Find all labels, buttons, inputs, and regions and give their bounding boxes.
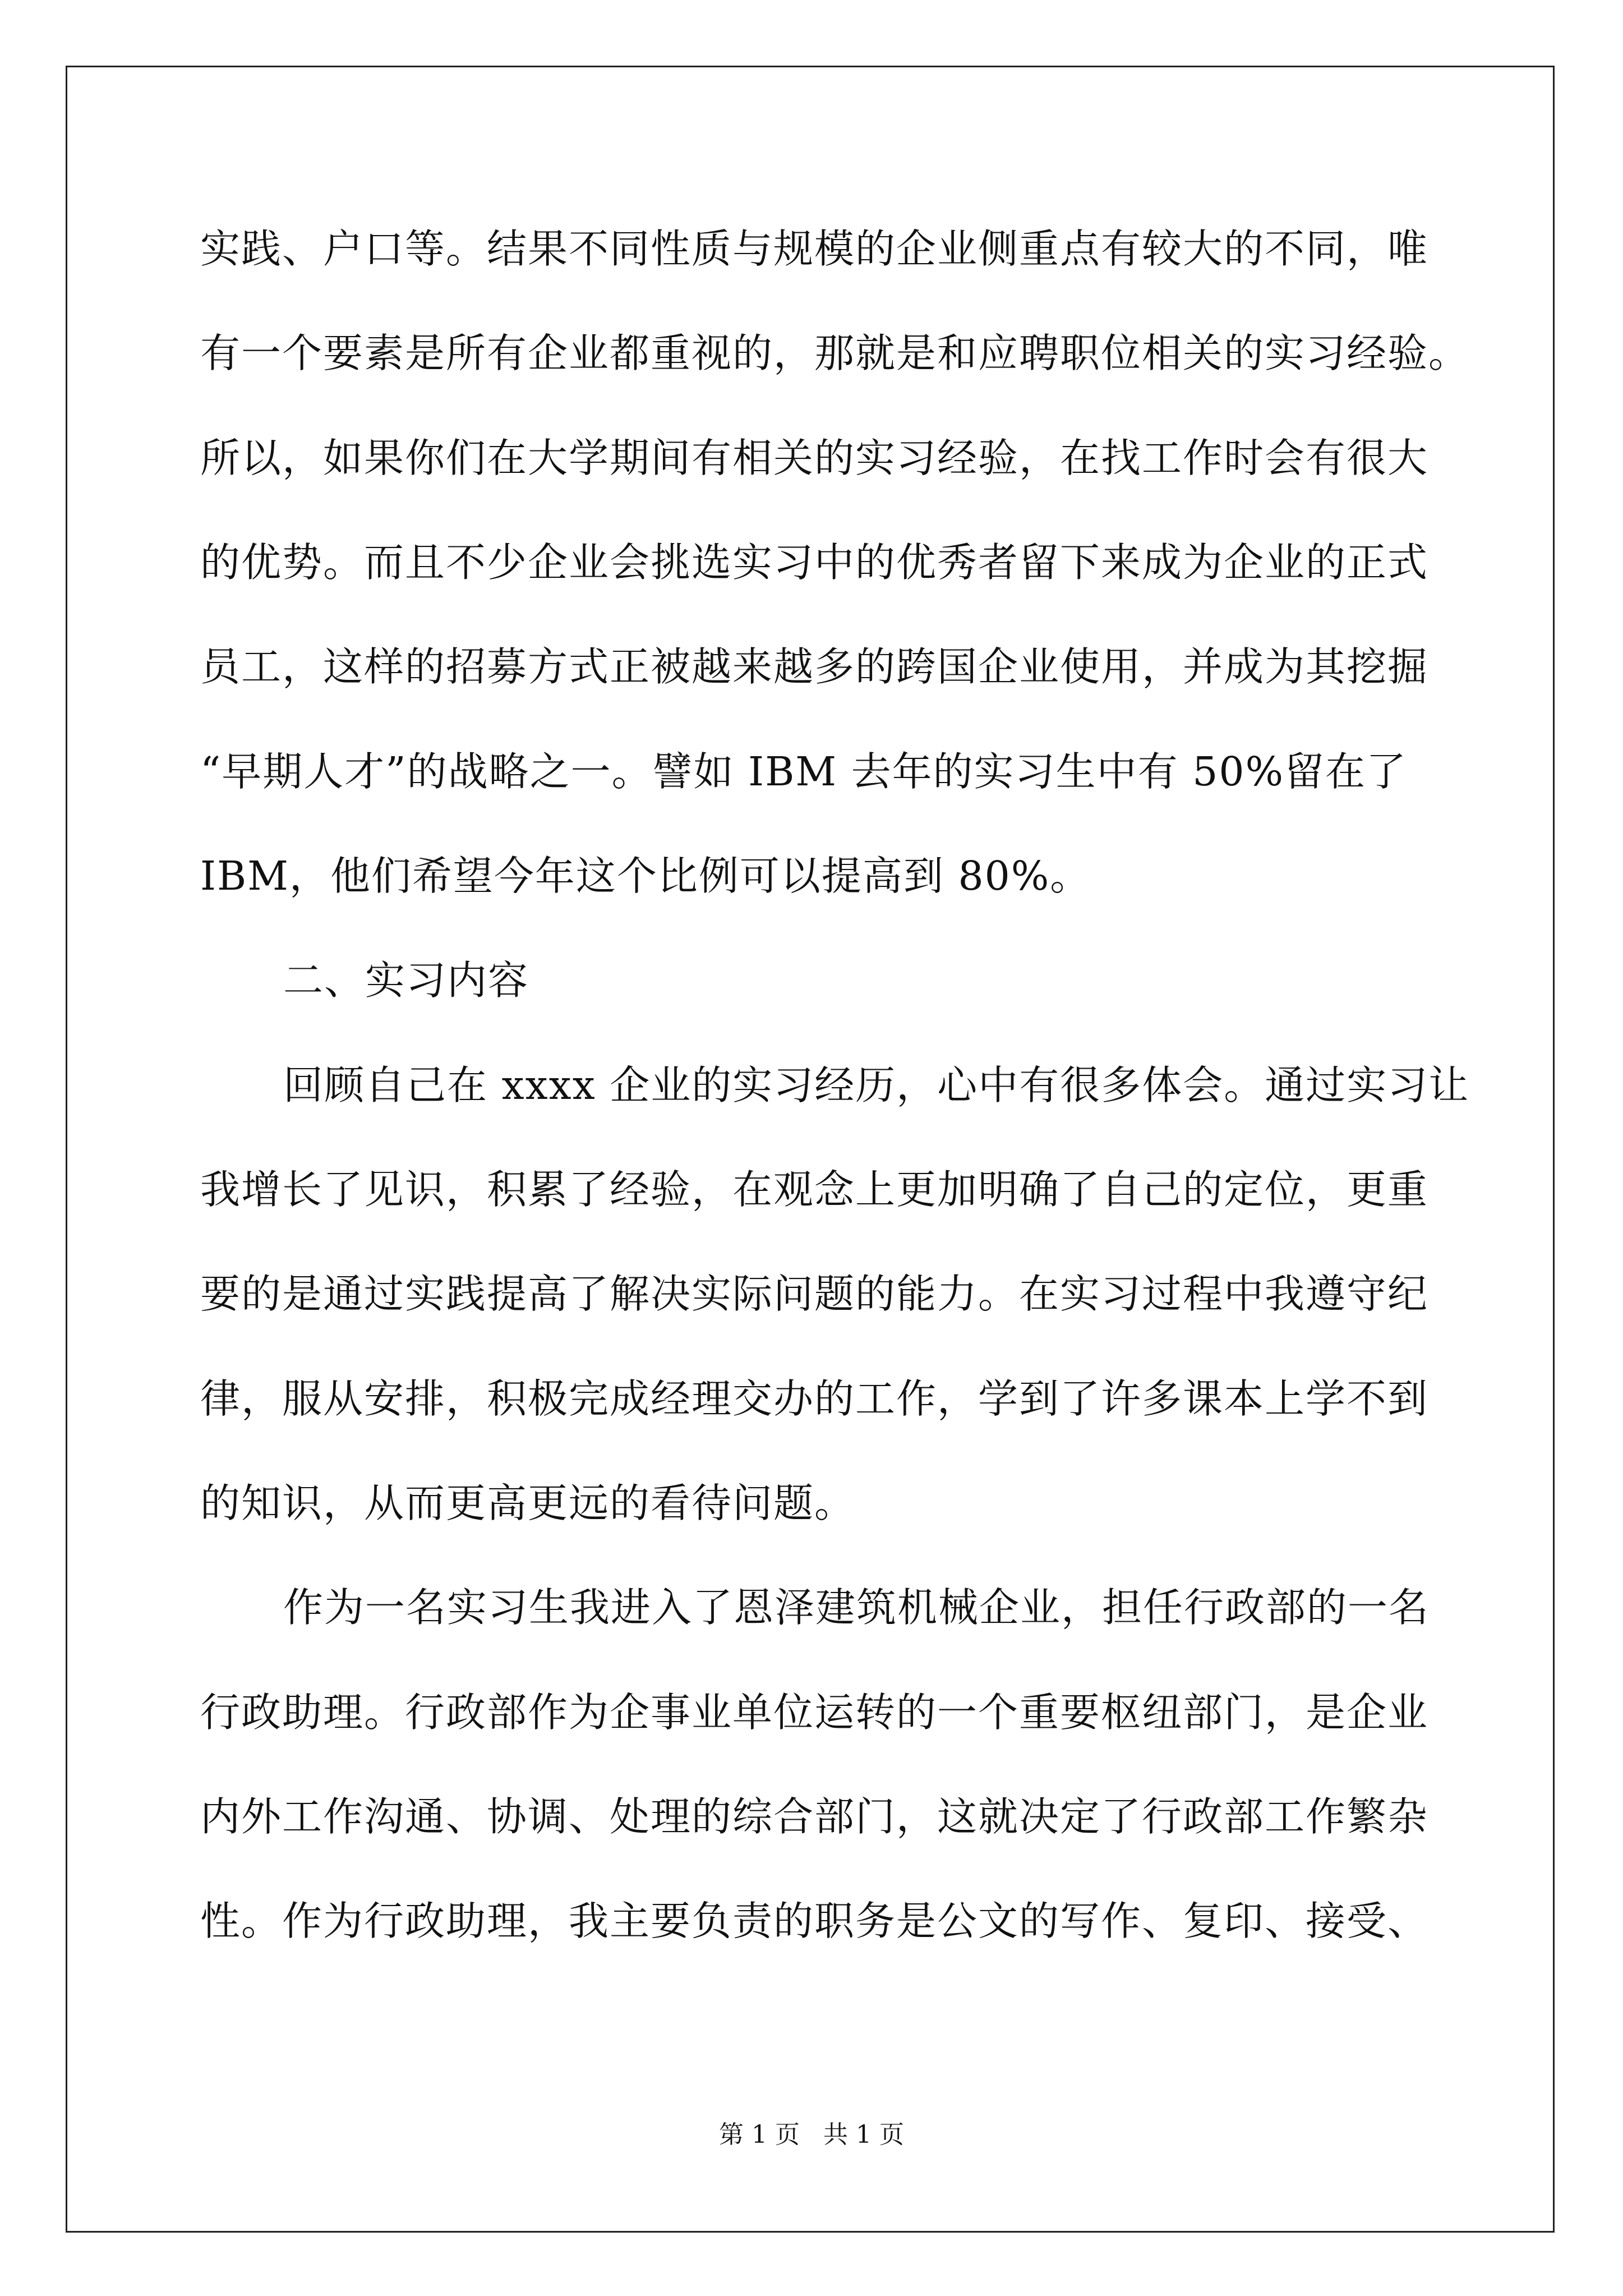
text-line-10: 我增长了见识，积累了经验，在观念上更加明确了自己的定位，更重 xyxy=(200,1166,1429,1213)
text-line-3: 所以，如果你们在大学期间有相关的实习经验，在找工作时会有很大 xyxy=(200,435,1429,481)
text-line-12: 律，服从安排，积极完成经理交办的工作，学到了许多课本上学不到 xyxy=(200,1375,1429,1422)
text-line-7: IBM，他们希望今年这个比例可以提高到 80%。 xyxy=(200,853,1091,899)
section-heading: 二、实习内容 xyxy=(283,957,529,1004)
page-footer: 第 1 页 共 1 页 xyxy=(719,2120,904,2149)
text-line-9: 回顾自己在 xxxx 企业的实习经历，心中有很多体会。通过实习让 xyxy=(283,1062,1470,1108)
text-line-4: 的优势。而且不少企业会挑选实习中的优秀者留下来成为企业的正式 xyxy=(200,539,1429,586)
text-line-15: 行政助理。行政部作为企事业单位运转的一个重要枢纽部门，是企业 xyxy=(200,1689,1429,1736)
text-line-11: 要的是通过实践提高了解决实际问题的能力。在实习过程中我遵守纪 xyxy=(200,1271,1429,1317)
text-line-1: 实践、户口等。结果不同性质与规模的企业侧重点有较大的不同，唯 xyxy=(200,226,1429,272)
text-line-16: 内外工作沟通、协调、处理的综合部门，这就决定了行政部工作繁杂 xyxy=(200,1793,1429,1840)
text-line-6: “早期人才”的战略之一。譬如 IBM 去年的实习生中有 50%留在了 xyxy=(200,748,1408,795)
text-line-2: 有一个要素是所有企业都重视的，那就是和应聘职位相关的实习经验。 xyxy=(200,330,1470,376)
text-line-17: 性。作为行政助理，我主要负责的职务是公文的写作、复印、接受、 xyxy=(200,1898,1429,1944)
text-line-14: 作为一名实习生我进入了恩泽建筑机械企业，担任行政部的一名 xyxy=(283,1584,1430,1631)
text-line-13: 的知识，从而更高更远的看待问题。 xyxy=(200,1480,856,1526)
text-line-5: 员工，这样的招募方式正被越来越多的跨国企业使用，并成为其挖掘 xyxy=(200,643,1429,690)
